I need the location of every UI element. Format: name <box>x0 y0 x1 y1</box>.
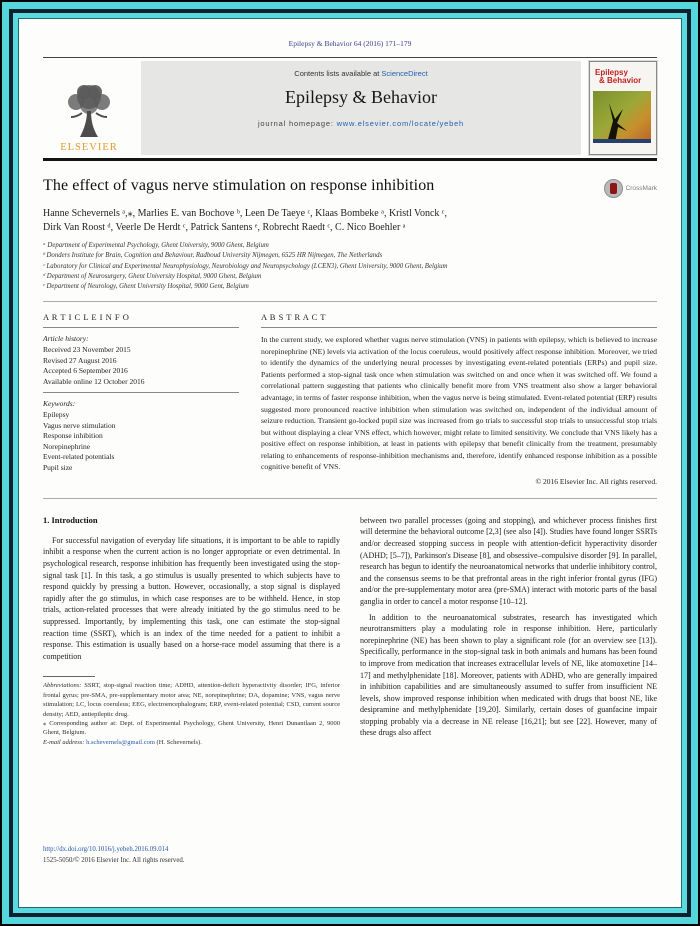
abbreviations-note <box>43 681 340 719</box>
keyword-erp: Event-related potentials <box>43 452 115 462</box>
introduction-paragraph-3: In addition to the neuroanatomical substrates, research has investigated which neurotransmitters play a modulating role in response inhibition. Here, particularly norepinephrine (NE) has been shown to play a significant role (for an overview see [13]). Specifically, performance in the stop-signal task in both animals and humans has been found to improve from medication that increases extracellular levels of NE, like atomoxetine [14–17] and methylphenidate [18]. Moreover, patients with ADHD, who are generally impaired in inhibition capabilities and are simultaneously assumed to suffer from insufficient NE levels, show improved response inhibition when medicated with drugs that boost NE, like desipramine and methylphenidate [19,20]. Similarly, certain doses of guanfacine impair stopping probably via a decrease in NE release [16,21]; but see [22]. However, many of these drugs also affect <box>360 612 657 738</box>
introduction-heading: 1. Introduction <box>43 514 98 525</box>
abstract-section <box>261 312 657 486</box>
affiliation-a: ᵃ Department of Experimental Psychology, Ghent University, 9000 Ghent, Belgium <box>43 242 269 250</box>
footnote-rule <box>43 676 95 677</box>
journal-banner <box>141 61 581 155</box>
frame-inner-line <box>18 18 682 908</box>
crossmark-icon <box>604 179 623 198</box>
article-info-heading: A R T I C L E I N F O <box>43 312 130 323</box>
email-label: E-mail address: <box>43 738 85 746</box>
body-left-column <box>43 515 340 747</box>
crossmark-glyph <box>610 183 617 194</box>
history-received: Received 23 November 2015 <box>43 345 131 355</box>
issn-copyright-line: 1525-5050/© 2016 Elsevier Inc. All rights reserved. <box>43 857 185 865</box>
cover-title-line1: Epilepsy <box>595 68 628 77</box>
abstract-bottom-rule <box>43 498 657 499</box>
cover-artwork <box>593 91 653 148</box>
journal-header <box>43 58 657 155</box>
page-footer <box>43 845 184 867</box>
authors-line-2: Dirk Van Roost ᵈ, Veerle De Herdt ᶜ, Patrick Santens ᵉ, Robrecht Raedt ᶜ, C. Nico Boehler ᵃ <box>43 221 406 233</box>
journal-cover-thumbnail <box>589 61 657 155</box>
crossmark-label: CrossMark <box>625 185 657 193</box>
author-list <box>43 207 657 234</box>
abstract-heading: A B S T R A C T <box>261 312 326 323</box>
elsevier-logo <box>43 61 141 155</box>
article-page <box>19 19 681 907</box>
frame-cyan-outer <box>2 2 698 924</box>
cover-title-line2: & Behavior <box>599 76 642 86</box>
article-info-rule-2 <box>43 392 239 393</box>
contents-list-line <box>145 69 577 78</box>
history-online: Available online 12 October 2016 <box>43 376 145 386</box>
header-thick-rule <box>43 158 657 162</box>
history-revised: Revised 27 August 2016 <box>43 355 117 365</box>
affiliation-e: ᵉ Department of Neurology, Ghent University Hospital, 9000 Gent, Belgium <box>43 283 249 291</box>
homepage-prefix: journal homepage: <box>257 119 337 128</box>
journal-homepage-link[interactable]: www.elsevier.com/locate/yebeh <box>336 119 465 128</box>
affiliation-c: ᶜ Laboratory for Clinical and Experimental Neurophysiology, Neurobiology and Neuropsychology (LCEN3), Ghent University, 9000 Ghent, Belgium <box>43 262 448 270</box>
affiliation-d: ᵈ Department of Neurosurgery, Ghent University Hospital, 9000 Ghent, Belgium <box>43 272 262 280</box>
doi-link[interactable]: http://dx.doi.org/10.1016/j.yebeh.2016.09.014 <box>43 846 169 854</box>
email-link[interactable]: h.schevernels@gmail.com <box>86 738 155 746</box>
corresponding-author-note: ⁎ Corresponding author at: Dept. of Experimental Psychology, Ghent University, Henri Dunantlaan 2, 9000 Ghent, Belgium. <box>43 720 340 737</box>
cover-art-image <box>593 91 651 143</box>
keyword-epilepsy: Epilepsy <box>43 410 70 420</box>
abbreviations-text: SSRT, stop-signal reaction time; ADHD, attention-deficit hyperactivity disorder; IFG, inferior frontal gyrus; pre-SMA, pre-supplementary motor area; NE, norepinephrine; DA, dopamine; VNS, vagus nerve stimulation; LC, locus coeruleus; EEG, electroencephalogram; ERP, event-related potential; CSD, current source density; AED, antiepileptic drug. <box>43 682 340 718</box>
keyword-response-inhibition: Response inhibition <box>43 431 103 441</box>
history-accepted: Accepted 6 September 2016 <box>43 366 128 376</box>
keyword-norepinephrine: Norepinephrine <box>43 441 91 451</box>
keyword-pupil-size: Pupil size <box>43 462 73 472</box>
abstract-copyright: © 2016 Elsevier Inc. All rights reserved. <box>535 476 657 486</box>
abstract-rule <box>261 327 657 328</box>
introduction-paragraph-1: For successful navigation of everyday life situations, it is important to be able to rapidly inhibit a response when the current action is no longer appropriate or even detrimental. In psychological research, response inhibition has frequently been investigated using the stop-signal task [1]. In this task, a go stimulus is usually presented to which subjects have to respond quickly by pressing a button. However, occasionally, a stop signal is displayed rapidly after the go stimulus, in which case responses are to be withheld. Hence, in stop trials, action-related processes that were already initiated by the go stimulus need to be suppressed. Importantly, by implementing this task, one can estimate the stop-signal reaction time (SSRT), which is an index of the time needed for a patient to inhibit a response. This estimation is usually based on a horse-race model assuming that there is a competition <box>43 535 340 661</box>
article-title: The effect of vagus nerve stimulation on response inhibition <box>43 177 435 195</box>
frame-cyan-inner <box>13 13 687 913</box>
email-suffix: (H. Schevernels). <box>154 738 202 746</box>
journal-homepage-line <box>145 119 577 128</box>
introduction-paragraph-2: between two parallel processes (going and stopping), and whichever process finishes first will determine the behavioral outcome [2,3] (see also [4]). Studies have found longer SSRTs and/or decreased stopping success in people with attention-deficit hyperactivity disorder (ADHD; [5–7]), Parkinson's Disease [8], and obsessive–compulsive disorder [9]. In parallel, research has begun to identify the neuroanatomical networks that underlie inhibitory control, and the consensus seems to be that prefrontal areas in the right inferior frontal gyrus (IFG) and/or the pre-supplementary motor area (pre-SMA) interact with motoric parts of the basal ganglia in order to cancel a motor response [10–12]. <box>360 515 657 606</box>
abstract-text: In the current study, we explored whether vagus nerve stimulation (VNS) in patients with epilepsy, which is believed to increase norepinephrine (NE) levels via activation of the locus coeruleus, would positively affect response inhibition. Moreover, we tried to identify the dynamics of the underlying neural processes by investigating event-related potentials (ERPs) and pupil size. Patients performed a stop-signal task once when stimulation was switched on and once when it was switched off. We found a correlational pattern suggesting that patients who clinically benefit more from VNS treatment also show a larger behavioral advantage, in terms of faster response inhibition, when the vagus nerve is being stimulated. Event-related potential (ERP) results suggested more pronounced reactive inhibition when stimulation was switched on, independent of the individual amount of seizure reduction. Transient go-locked pupil size was increased from go trials to successful stop trials to unsuccessful stop trials but without displaying a clear VNS effect, which however, might relate to limited sensitivity. We conclude that VNS likely has a positive effect on response inhibition, at least in patients with epilepsy that benefit clinically from the treatment, presumably relating to enhancements of response-inhibition mechanisms and, therefore, identify enhanced response inhibition as a possible cognitive benefit of VNS. <box>261 335 657 472</box>
running-head-citation: Epilepsy & Behavior 64 (2016) 171–179 <box>288 39 412 48</box>
article-info-rule-1 <box>43 327 239 328</box>
crossmark-badge[interactable] <box>604 179 657 198</box>
affiliations-bottom-rule <box>43 301 657 302</box>
affiliations <box>43 241 657 292</box>
elsevier-wordmark: ELSEVIER <box>60 141 118 153</box>
sciencedirect-link[interactable]: ScienceDirect <box>381 69 428 78</box>
body-right-column <box>360 515 657 747</box>
article-info-section <box>43 312 239 486</box>
authors-line-1: Hanne Schevernels ᵃ,⁎, Marlies E. van Bochove ᵇ, Leen De Taeye ᶜ, Klaas Bombeke ᵃ, Kristl Vonck ᶜ, <box>43 208 447 220</box>
abbreviations-label: Abbreviations: <box>43 682 82 690</box>
email-note <box>43 738 340 747</box>
cover-title <box>590 62 656 89</box>
affiliation-b: ᵇ Donders Institute for Brain, Cognition and Behaviour, Radboud University Nijmegen, 6525 HR Nijmegen, The Netherlands <box>43 252 383 260</box>
contents-prefix: Contents lists available at <box>294 69 382 78</box>
article-history-label: Article history: <box>43 334 89 344</box>
frame-dark-band <box>9 9 691 917</box>
keywords-label: Keywords: <box>43 399 76 409</box>
elsevier-tree-icon <box>58 83 120 141</box>
journal-name: Epilepsy & Behavior <box>285 87 437 107</box>
keyword-vns: Vagus nerve stimulation <box>43 420 116 430</box>
footnote-block <box>43 676 340 747</box>
